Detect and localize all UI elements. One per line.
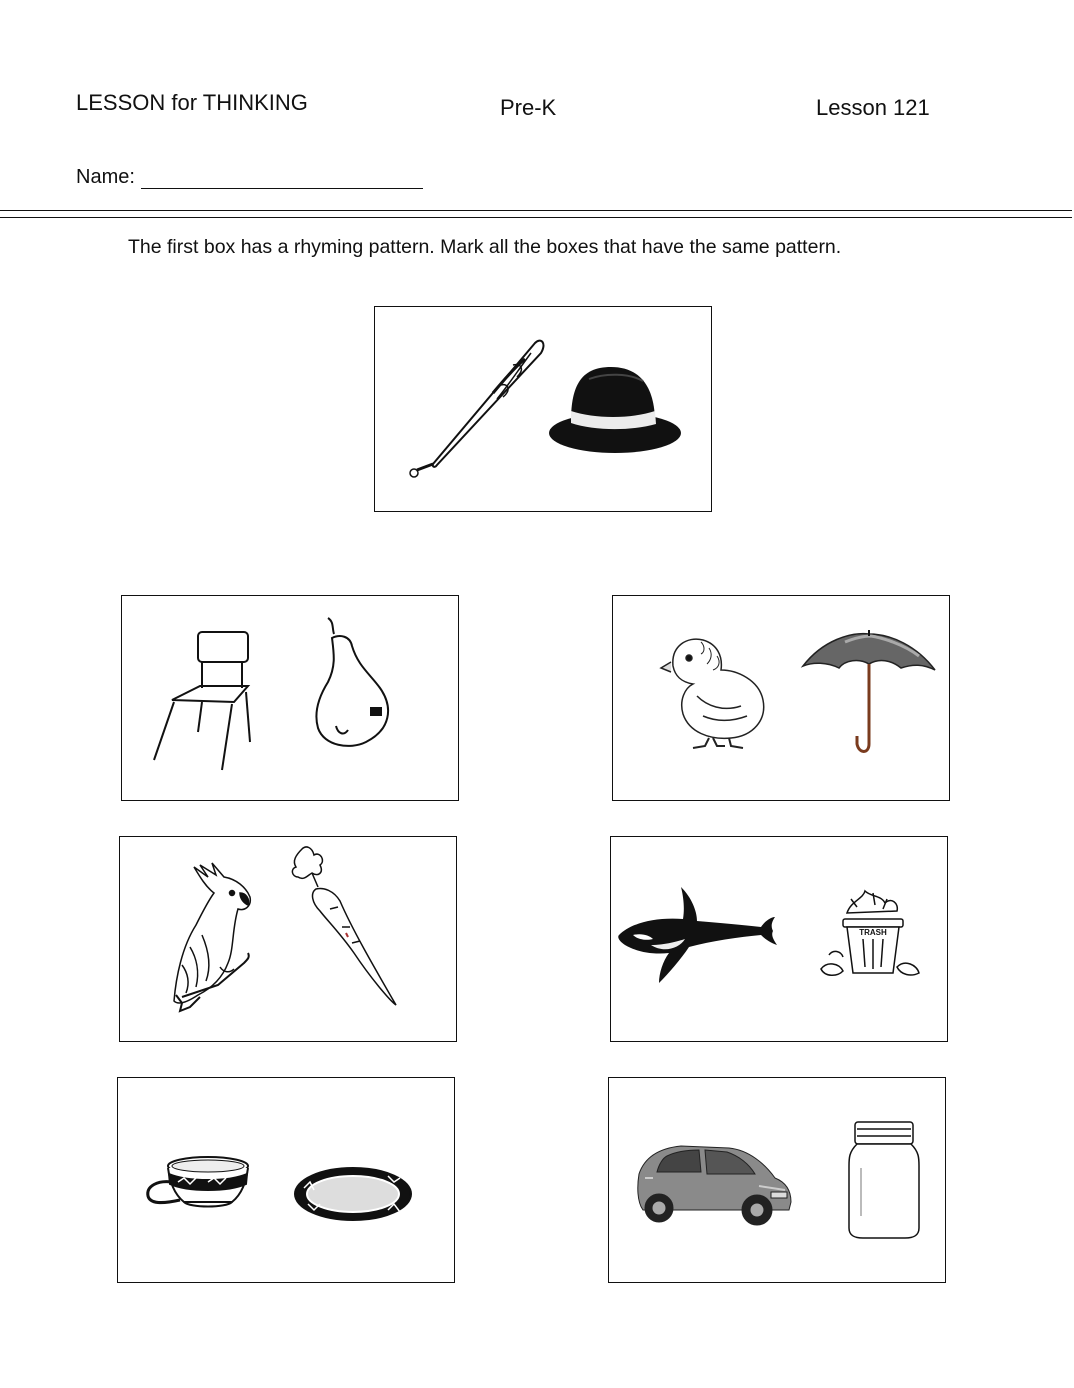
pear-icon — [316, 618, 388, 746]
carrot-icon — [292, 847, 396, 1005]
trash-can-icon — [821, 891, 919, 975]
example-box — [374, 306, 712, 512]
cup-icon — [148, 1157, 248, 1207]
chick-icon — [661, 639, 764, 748]
answer-box-1[interactable] — [121, 595, 459, 801]
name-field[interactable] — [76, 166, 423, 189]
plate-icon — [295, 1168, 411, 1220]
answer-box-3[interactable] — [119, 836, 457, 1042]
chair-icon — [154, 632, 250, 770]
trash-label: TRASH — [859, 928, 887, 937]
worksheet-title: LESSON for THINKING — [76, 90, 308, 115]
umbrella-icon — [803, 630, 935, 752]
instructions: The first box has a rhyming pattern. Mark all the boxes that have the same pattern. — [128, 236, 842, 258]
grade-level: Pre-K — [500, 95, 557, 120]
answer-box-4[interactable] — [610, 836, 948, 1042]
orca-whale-icon — [618, 887, 777, 983]
answer-box-2[interactable] — [612, 595, 950, 801]
answer-box-5[interactable] — [117, 1077, 455, 1283]
answer-box-6[interactable] — [608, 1077, 946, 1283]
baseball-bat-icon — [410, 341, 543, 477]
car-icon — [638, 1146, 791, 1225]
divider-line-top — [0, 210, 1072, 211]
cockatoo-icon — [174, 863, 250, 1011]
divider-line-bottom — [0, 217, 1072, 218]
hat-icon — [549, 367, 681, 453]
lesson-number: Lesson 121 — [816, 95, 930, 120]
name-label: Name: — [76, 166, 135, 188]
jar-icon — [849, 1122, 919, 1238]
name-blank-line[interactable] — [141, 168, 423, 189]
